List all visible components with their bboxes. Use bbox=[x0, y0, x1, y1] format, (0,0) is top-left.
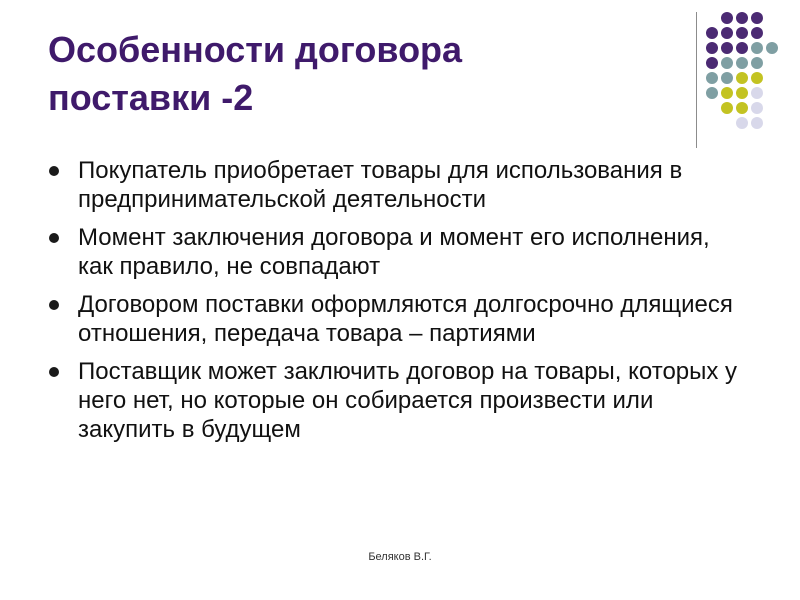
bullet-item bbox=[48, 357, 748, 444]
ornament-dot bbox=[736, 27, 748, 39]
ornament-dot bbox=[751, 87, 763, 99]
ornament-dot bbox=[751, 117, 763, 129]
ornament-dot bbox=[721, 72, 733, 84]
ornament-dot bbox=[721, 102, 733, 114]
bullet-text: Поставщик может заключить договор на товары, которых у него нет, но которые он собирается произвести или закупить в будущем bbox=[78, 358, 738, 443]
ornament-dot bbox=[751, 42, 763, 54]
ornament-dot bbox=[706, 57, 718, 69]
bullet-text: Момент заключения договора и момент его исполнения, как правило, не совпадают bbox=[78, 224, 710, 280]
bullet-text: Договором поставки оформляются долгосрочно длящиеся отношения, передача товара – партиями bbox=[78, 291, 733, 347]
ornament-dot bbox=[751, 57, 763, 69]
ornament-dot bbox=[751, 12, 763, 24]
slide-footer: Беляков В.Г. bbox=[368, 551, 432, 563]
ornament-dot bbox=[721, 12, 733, 24]
ornament-dot bbox=[706, 87, 718, 99]
ornament-dot bbox=[706, 72, 718, 84]
ornament-dot bbox=[706, 27, 718, 39]
ornament-dot bbox=[751, 72, 763, 84]
bullet-item bbox=[48, 223, 748, 281]
ornament-dot bbox=[706, 42, 718, 54]
bullet-list bbox=[48, 156, 748, 453]
bullet-dot-icon bbox=[49, 367, 59, 377]
ornament-dot bbox=[721, 87, 733, 99]
ornament-dot bbox=[721, 42, 733, 54]
bullet-dot-icon bbox=[49, 166, 59, 176]
bullet-dot-icon bbox=[49, 300, 59, 310]
ornament-dot bbox=[736, 72, 748, 84]
ornament-dot bbox=[736, 87, 748, 99]
ornament-dot bbox=[751, 102, 763, 114]
title-divider bbox=[696, 12, 697, 148]
slide-title-line-2: поставки -2 bbox=[48, 77, 254, 118]
ornament-dot bbox=[736, 57, 748, 69]
ornament-dot bbox=[751, 27, 763, 39]
bullet-dot-icon bbox=[49, 233, 59, 243]
dot-grid-ornament-icon bbox=[706, 12, 796, 132]
slide-title-line-1: Особенности договора bbox=[48, 29, 463, 70]
ornament-dot bbox=[766, 42, 778, 54]
ornament-dot bbox=[736, 42, 748, 54]
bullet-item bbox=[48, 290, 748, 348]
ornament-dot bbox=[721, 57, 733, 69]
bullet-item bbox=[48, 156, 748, 214]
ornament-dot bbox=[736, 117, 748, 129]
slide-title bbox=[48, 26, 648, 122]
ornament-dot bbox=[736, 12, 748, 24]
bullet-text: Покупатель приобретает товары для использования в предпринимательской деятельности bbox=[78, 157, 683, 213]
ornament-dot bbox=[721, 27, 733, 39]
ornament-dot bbox=[736, 102, 748, 114]
